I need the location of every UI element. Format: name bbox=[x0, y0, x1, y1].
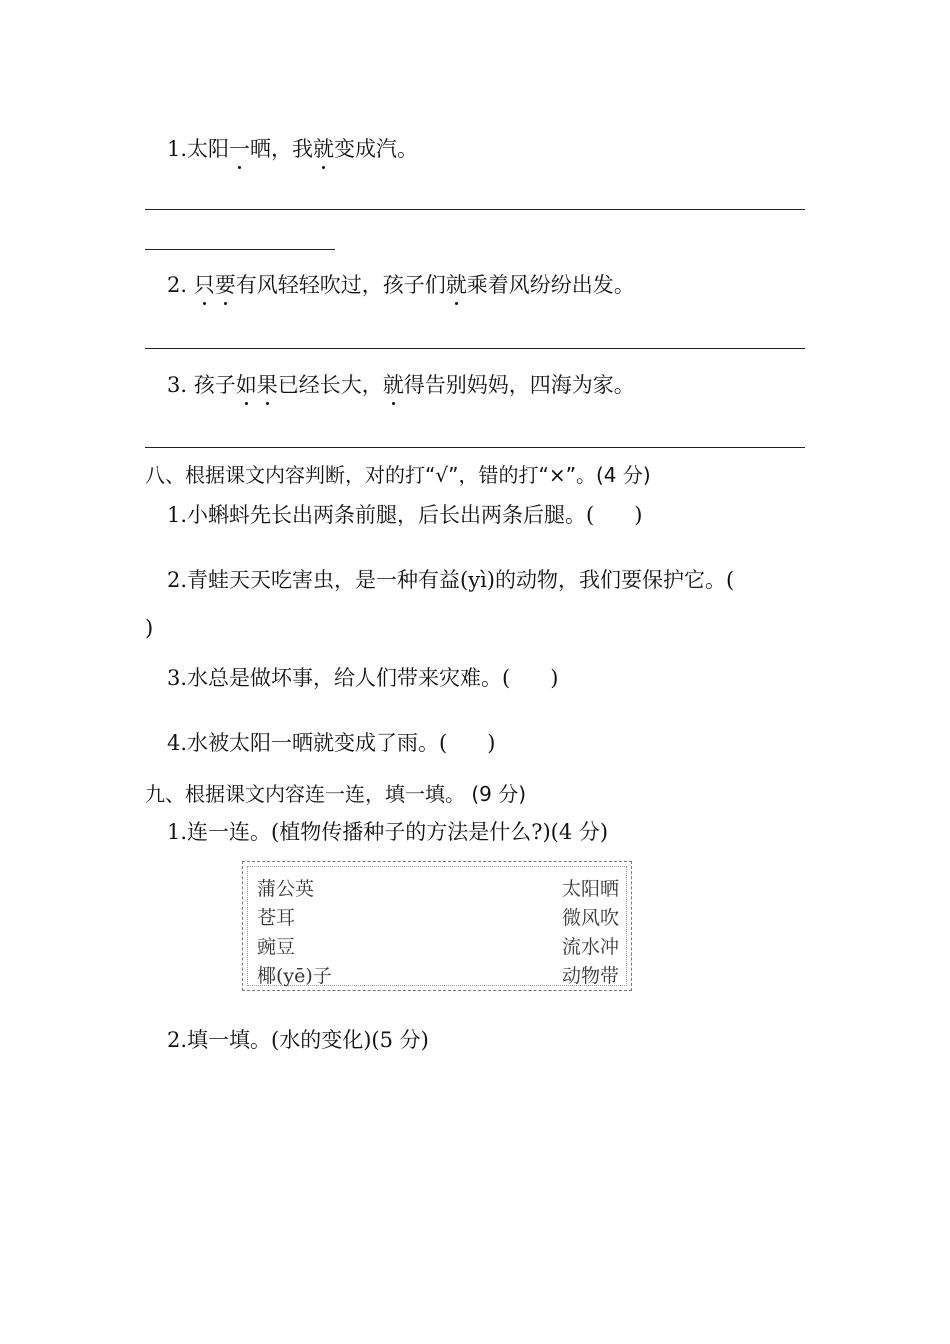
dotted-char: 只 bbox=[193, 273, 215, 297]
dotted-char: 就 bbox=[445, 273, 467, 297]
answer-line[interactable] bbox=[145, 447, 805, 448]
judge-item-3: 3.水总是做坏事，给人们带来灾难。( ) bbox=[167, 666, 559, 690]
sentence-3: 3. 孩子如果已经长大，就得告别妈妈，四海为家。 bbox=[167, 373, 635, 397]
dotted-char: 如 bbox=[235, 373, 257, 397]
dotted-char: 就 bbox=[313, 137, 335, 161]
section-9-title: 九、根据课文内容连一连，填一填。 (9 分) bbox=[145, 782, 527, 806]
dotted-char: 一 bbox=[229, 137, 251, 161]
method-item[interactable]: 动物带 bbox=[561, 965, 619, 987]
dotted-char: 就 bbox=[382, 373, 404, 397]
plant-item[interactable]: 苍耳 bbox=[257, 907, 296, 929]
judge-item-2: 2.青蛙天天吃害虫，是一种有益(yì)的动物，我们要保护它。( bbox=[167, 568, 735, 592]
method-item[interactable]: 流水冲 bbox=[561, 936, 619, 958]
judge-item-1: 1.小蝌蚪先长出两条前腿，后长出两条后腿。( ) bbox=[167, 503, 643, 527]
fill-subtitle: 2.填一填。(水的变化)(5 分) bbox=[167, 1028, 429, 1052]
method-item[interactable]: 微风吹 bbox=[561, 907, 619, 929]
plant-item[interactable]: 蒲公英 bbox=[257, 878, 315, 900]
judge-item-4: 4.水被太阳一晒就变成了雨。( ) bbox=[167, 731, 496, 755]
matching-box bbox=[242, 861, 632, 991]
answer-line[interactable] bbox=[145, 348, 805, 349]
match-subtitle: 1.连一连。(植物传播种子的方法是什么?)(4 分) bbox=[167, 820, 609, 844]
dotted-char: 要 bbox=[214, 273, 236, 297]
plant-item[interactable]: 豌豆 bbox=[257, 936, 296, 958]
section-8-title: 八、根据课文内容判断，对的打“√”，错的打“×”。(4 分) bbox=[145, 463, 651, 487]
answer-line[interactable] bbox=[145, 249, 335, 250]
judge-item-2-close: ) bbox=[145, 616, 154, 640]
sentence-1: 1.太阳一晒，我就变成汽。 bbox=[167, 137, 419, 161]
answer-line[interactable] bbox=[145, 209, 805, 210]
sentence-2: 2. 只要有风轻轻吹过，孩子们就乘着风纷纷出发。 bbox=[167, 273, 635, 297]
plant-item[interactable]: 椰(yē)子 bbox=[257, 965, 332, 987]
method-item[interactable]: 太阳晒 bbox=[561, 878, 619, 900]
dotted-char: 果 bbox=[256, 373, 278, 397]
